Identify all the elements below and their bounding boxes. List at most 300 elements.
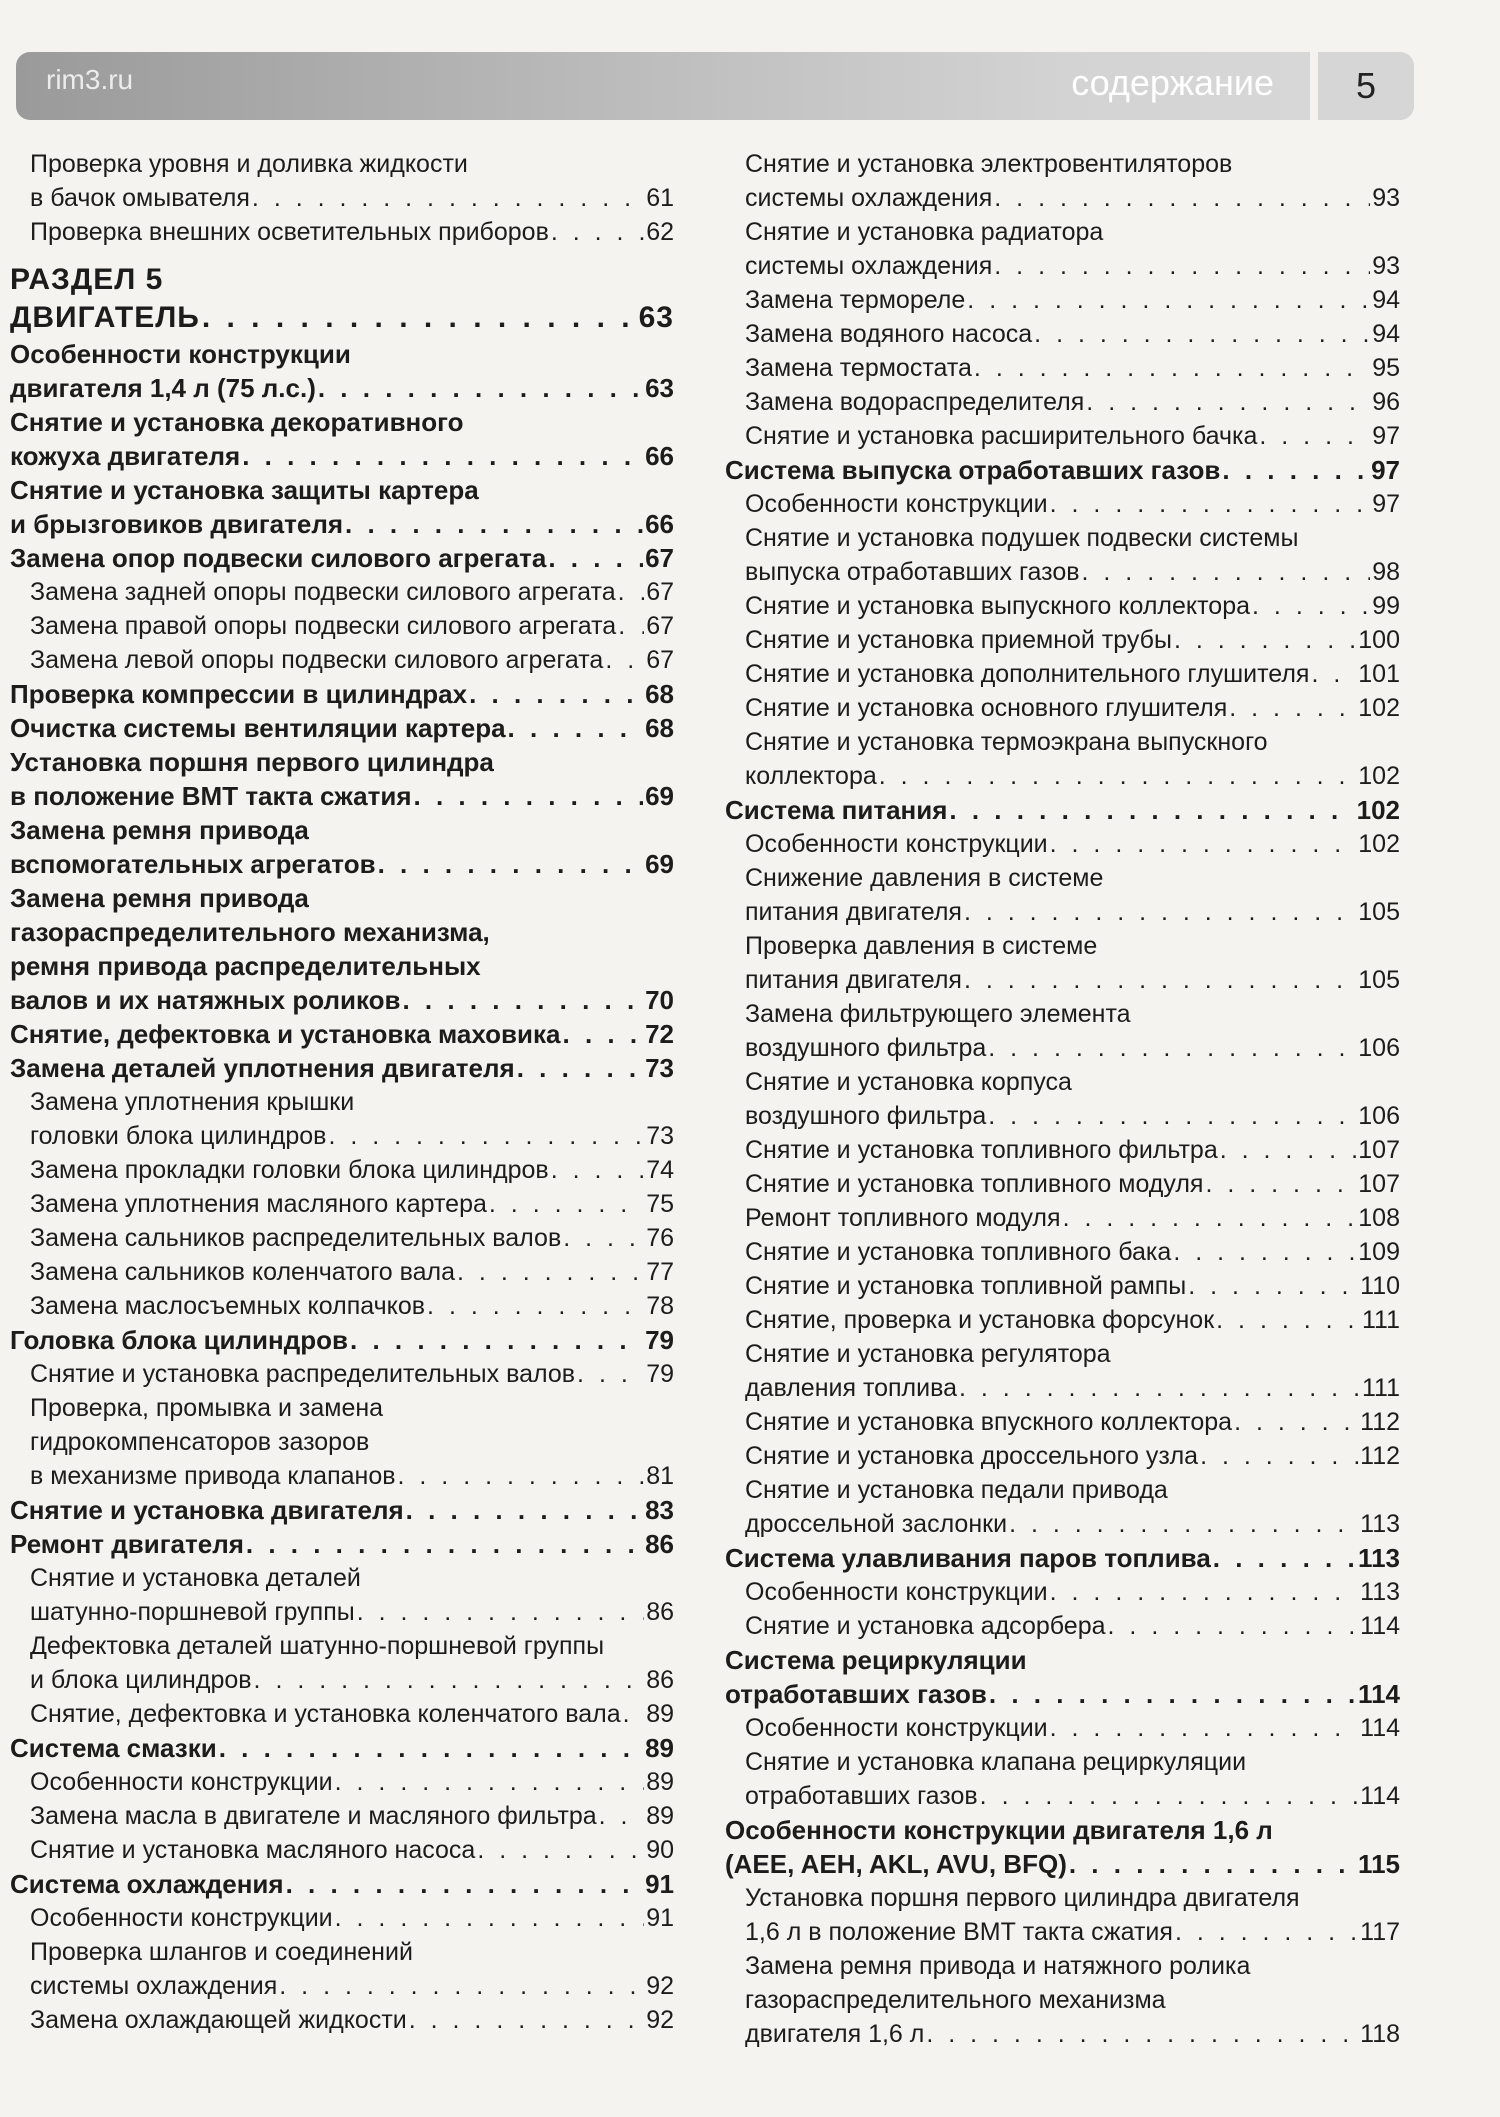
toc-entry-text: Особенности конструкции двигателя 1,6 л — [725, 1815, 1273, 1845]
toc-entry-heading — [725, 793, 1400, 827]
toc-entry-line — [10, 439, 674, 473]
toc-entry — [10, 1289, 674, 1323]
toc-page-number: 101 — [1358, 660, 1400, 688]
toc-page-number: 102 — [1356, 795, 1400, 825]
dot-leader — [1034, 317, 1370, 351]
dot-leader — [489, 1187, 644, 1221]
toc-page-number: 107 — [1358, 1170, 1400, 1198]
toc-entry — [725, 1881, 1400, 1949]
toc-entry-line — [10, 1017, 674, 1051]
toc-entry-text: Снятие и установка корпуса — [745, 1068, 1072, 1096]
toc-entry-line — [30, 215, 674, 249]
site-name: rim3.ru — [46, 64, 134, 95]
toc-entry-text: Замена левой опоры подвески силового агрегата — [30, 646, 604, 674]
toc-entry-line — [745, 657, 1400, 691]
toc-entry-line — [10, 745, 674, 779]
toc-entry — [725, 1201, 1400, 1235]
toc-entry-text: Снятие и установка масляного насоса — [30, 1836, 476, 1864]
dot-leader — [964, 895, 1356, 929]
toc-page-number: 66 — [645, 509, 674, 539]
toc-entry — [10, 1357, 674, 1391]
toc-entry-text: Система рециркуляции — [725, 1645, 1027, 1675]
toc-entry-text: Проверка давления в системе — [745, 932, 1098, 960]
toc-page-number: 94 — [1372, 286, 1400, 314]
dot-leader — [1229, 691, 1356, 725]
toc-entry-text: Снятие и установка расширительного бачка — [745, 422, 1258, 450]
toc-entry — [725, 929, 1400, 997]
dot-leader — [563, 1017, 644, 1051]
toc-entry-line — [745, 929, 1400, 963]
dot-leader — [879, 759, 1357, 793]
dot-leader — [1173, 1235, 1356, 1269]
toc-entry-text: Установка поршня первого цилиндра — [10, 747, 494, 777]
toc-entry-text: двигателя 1,6 л — [745, 2020, 925, 2048]
toc-entry — [10, 215, 674, 249]
toc-entry-line — [725, 1677, 1400, 1711]
dot-leader — [254, 1663, 645, 1697]
toc-entry-heading — [725, 1541, 1400, 1575]
toc-entry-line — [30, 1425, 674, 1459]
toc-entry-line — [30, 1935, 674, 1969]
toc-entry-text: Ремонт топливного модуля — [745, 1204, 1061, 1232]
toc-entry — [725, 1235, 1400, 1269]
toc-entry-text: системы охлаждения — [30, 1972, 278, 2000]
toc-entry — [725, 317, 1400, 351]
toc-entry-line — [745, 691, 1400, 725]
toc-entry-line — [725, 1541, 1400, 1575]
toc-entry — [725, 691, 1400, 725]
toc-page-number: 106 — [1358, 1102, 1400, 1130]
toc-entry-text: Снятие и установка радиатора — [745, 218, 1104, 246]
toc-entry-line — [745, 589, 1400, 623]
toc-entry-text: Снятие и установка термоэкрана выпускного — [745, 728, 1268, 756]
dot-leader — [1188, 1269, 1358, 1303]
toc-entry-line — [745, 1507, 1400, 1541]
toc-entry — [10, 1833, 674, 1867]
toc-entry-line — [745, 487, 1400, 521]
toc-entry-line — [30, 1833, 674, 1867]
toc-page-number: 93 — [1372, 252, 1400, 280]
toc-entry-text: питания двигателя — [745, 898, 962, 926]
toc-entry-text: Система выпуска отработавших газов — [725, 455, 1221, 485]
toc-entry-line — [745, 1337, 1400, 1371]
toc-entry-text: в механизме привода клапанов — [30, 1462, 396, 1490]
toc-entry-heading — [725, 1813, 1400, 1881]
toc-entry — [725, 1133, 1400, 1167]
toc-entry-heading — [10, 337, 674, 405]
toc-page-number: 91 — [646, 1904, 674, 1932]
toc-entry-text: Снятие и установка дополнительного глушителя — [745, 660, 1310, 688]
toc-entry-heading — [10, 405, 674, 473]
toc-entry-line — [745, 1201, 1400, 1235]
toc-page-number: 89 — [646, 1768, 674, 1796]
toc-entry-line — [10, 1493, 674, 1527]
toc-page-number: 111 — [1361, 1306, 1400, 1334]
toc-page-number: 95 — [1372, 354, 1400, 382]
toc-entry-heading — [10, 711, 674, 745]
toc-entry-line — [30, 1221, 674, 1255]
dot-leader — [286, 1867, 644, 1901]
dot-leader — [477, 1833, 644, 1867]
toc-entry-text: Замена водяного насоса — [745, 320, 1033, 348]
toc-page-number: 118 — [1360, 2020, 1400, 2048]
toc-entry-text: Снятие, дефектовка и установка маховика — [10, 1019, 561, 1049]
toc-entry-line — [10, 541, 674, 575]
toc-entry-text: Снятие и установка выпускного коллектора — [745, 592, 1251, 620]
toc-entry-line — [30, 1459, 674, 1493]
toc-entry — [10, 1901, 674, 1935]
toc-entry — [10, 1255, 674, 1289]
dot-leader — [949, 793, 1354, 827]
toc-entry-text: Замена опор подвески силового агрегата — [10, 543, 547, 573]
toc-page-number: 79 — [645, 1325, 674, 1355]
toc-entry-text: Очистка системы вентиляции картера — [10, 713, 506, 743]
toc-entry-line — [30, 1561, 674, 1595]
toc-entry-text: Замена фильтрующего элемента — [745, 1000, 1131, 1028]
toc-entry-line — [745, 1609, 1400, 1643]
toc-entry-text: в положение ВМТ такта сжатия — [10, 781, 412, 811]
toc-entry-text: Проверка уровня и доливка жидкости — [30, 150, 468, 178]
toc-entry-text: Замена водораспределителя — [745, 388, 1085, 416]
toc-entry — [725, 1745, 1400, 1813]
toc-entry-heading — [10, 745, 674, 813]
toc-column-right — [725, 147, 1400, 2051]
toc-entry-text: Снятие и установка топливного бака — [745, 1238, 1172, 1266]
toc-entry — [725, 827, 1400, 861]
toc-page-number: 102 — [1358, 830, 1400, 858]
toc-entry-line — [10, 1527, 674, 1561]
toc-page-number: 97 — [1372, 422, 1400, 450]
toc-entry-text: питания двигателя — [745, 966, 962, 994]
toc-entry-line — [745, 181, 1400, 215]
toc-page-number: 79 — [646, 1360, 674, 1388]
toc-page-number: 107 — [1358, 1136, 1400, 1164]
toc-page-number: 81 — [646, 1462, 674, 1490]
toc-entry-text: ремня привода распределительных — [10, 951, 481, 981]
toc-entry-heading — [10, 881, 674, 1017]
toc-entry-line — [10, 337, 674, 371]
dot-leader — [1259, 419, 1370, 453]
toc-page-number: 112 — [1360, 1408, 1400, 1436]
dot-leader — [246, 1527, 643, 1561]
toc-entry-heading — [10, 1051, 674, 1085]
toc-entry-text: Система улавливания паров топлива — [725, 1543, 1211, 1573]
toc-entry-text: Снятие и установка регулятора — [745, 1340, 1111, 1368]
toc-page-number: 61 — [646, 184, 674, 212]
dot-leader — [974, 351, 1370, 385]
toc-entry-text: Особенности конструкции — [745, 830, 1048, 858]
toc-entry-text: Особенности конструкции — [745, 1714, 1048, 1742]
toc-entry-line — [745, 963, 1400, 997]
toc-page-number: 99 — [1372, 592, 1400, 620]
dot-leader — [1222, 453, 1369, 487]
toc-entry-heading — [10, 1017, 674, 1051]
toc-page-number: 114 — [1360, 1612, 1400, 1640]
toc-entry — [725, 1167, 1400, 1201]
toc-column-left — [10, 147, 674, 2037]
dot-leader — [1063, 1201, 1357, 1235]
toc-entry-text: шатунно-поршневой группы — [30, 1598, 355, 1626]
toc-entry-text: вспомогательных агрегатов — [10, 849, 376, 879]
dot-leader — [1311, 657, 1356, 691]
toc-entry-text: Особенности конструкции — [745, 490, 1048, 518]
dot-leader — [989, 1677, 1356, 1711]
toc-entry — [725, 521, 1400, 589]
toc-page-number: 114 — [1358, 1679, 1400, 1709]
toc-entry-line — [30, 1187, 674, 1221]
toc-page-number: 97 — [1371, 455, 1400, 485]
toc-page-number: 98 — [1372, 558, 1400, 586]
dot-leader — [357, 1595, 644, 1629]
toc-entry-line — [30, 1595, 674, 1629]
toc-entry-text: Система смазки — [10, 1733, 217, 1763]
toc-entry-text: Особенности конструкции — [10, 339, 351, 369]
toc-entry — [725, 657, 1400, 691]
toc-page-number: 100 — [1358, 626, 1400, 654]
toc-entry-line — [30, 1153, 674, 1187]
page-header — [16, 52, 1414, 120]
toc-page-number: 111 — [1361, 1374, 1400, 1402]
toc-entry-text: Замена термостата — [745, 354, 972, 382]
dot-leader — [994, 181, 1370, 215]
toc-page-number: 73 — [645, 1053, 674, 1083]
toc-entry-text: 1,6 л в положение ВМТ такта сжатия — [745, 1918, 1173, 1946]
toc-entry-text: коллектора — [745, 762, 877, 790]
dot-leader — [563, 1221, 644, 1255]
toc-page-number: 62 — [646, 218, 674, 246]
toc-page-number: 92 — [646, 2006, 674, 2034]
dot-leader — [328, 1119, 644, 1153]
toc-entry — [725, 1337, 1400, 1405]
toc-entry-line — [30, 1391, 674, 1425]
dot-leader — [618, 609, 644, 643]
toc-entry-line — [10, 915, 674, 949]
dot-leader — [1050, 1711, 1359, 1745]
toc-page-number: 75 — [646, 1190, 674, 1218]
toc-entry-text: системы охлаждения — [745, 184, 993, 212]
dot-leader — [1050, 1575, 1359, 1609]
toc-entry-text: системы охлаждения — [745, 252, 993, 280]
toc-page-number: 102 — [1358, 694, 1400, 722]
toc-entry-text: Замена прокладки головки блока цилиндров — [30, 1156, 549, 1184]
toc-entry-line — [10, 847, 674, 881]
toc-entry-line — [745, 1099, 1400, 1133]
dot-leader — [618, 575, 645, 609]
toc-entry — [725, 997, 1400, 1065]
dot-leader — [980, 1779, 1358, 1813]
toc-entry-text: Замена терморелe — [745, 286, 966, 314]
toc-entry — [10, 147, 674, 215]
toc-entry-line — [745, 419, 1400, 453]
toc-entry — [725, 725, 1400, 793]
dot-leader — [1050, 827, 1357, 861]
toc-entry-text: Проверка компрессии в цилиндрах — [10, 679, 468, 709]
toc-entry-heading — [10, 1323, 674, 1357]
dot-leader — [1200, 1439, 1358, 1473]
toc-entry — [10, 1765, 674, 1799]
toc-entry-text: валов и их натяжных роликов — [10, 985, 401, 1015]
dot-leader — [1009, 1507, 1358, 1541]
toc-entry-line — [10, 299, 674, 337]
toc-page-number: 68 — [645, 679, 674, 709]
toc-entry — [725, 623, 1400, 657]
toc-entry — [10, 1221, 674, 1255]
toc-entry-line — [745, 1133, 1400, 1167]
toc-entry — [725, 283, 1400, 317]
toc-entry-line — [30, 1289, 674, 1323]
toc-entry-line — [745, 1915, 1400, 1949]
toc-page-number: 113 — [1360, 1578, 1400, 1606]
toc-entry-text: Проверка шлангов и соединений — [30, 1938, 413, 1966]
toc-entry-text: Снятие и установка топливного фильтра — [745, 1136, 1218, 1164]
toc-entry-line — [10, 371, 674, 405]
toc-entry-text: Снятие и установка приемной трубы — [745, 626, 1172, 654]
toc-entry-text: Снятие и установка топливной рампы — [745, 1272, 1187, 1300]
toc-entry-text: Головка блока цилиндров — [10, 1325, 348, 1355]
toc-entry-line — [30, 575, 674, 609]
toc-entry-line — [745, 861, 1400, 895]
toc-entry-line — [745, 1065, 1400, 1099]
toc-page-number: 93 — [1372, 184, 1400, 212]
dot-leader — [402, 983, 643, 1017]
toc-entry-line — [745, 215, 1400, 249]
dot-leader — [335, 1765, 645, 1799]
toc-entry-line — [10, 1051, 674, 1085]
toc-entry — [10, 1187, 674, 1221]
toc-entry-text: и брызговиков двигателя — [10, 509, 344, 539]
toc-entry-text: Снятие и установка педали привода — [745, 1476, 1168, 1504]
toc-entry-line — [10, 881, 674, 915]
toc-entry-line — [10, 405, 674, 439]
toc-entry — [725, 1473, 1400, 1541]
toc-entry — [10, 643, 674, 677]
dot-leader — [335, 1901, 645, 1935]
toc-entry-text: дроссельной заслонки — [745, 1510, 1008, 1538]
dot-leader — [1252, 589, 1370, 623]
dot-leader — [1234, 1405, 1358, 1439]
dot-leader — [517, 1051, 643, 1085]
toc-entry-text: Снятие и установка адсорбера — [745, 1612, 1106, 1640]
dot-leader — [994, 249, 1370, 283]
toc-entry-text: кожуха двигателя — [10, 441, 241, 471]
toc-entry-line — [745, 317, 1400, 351]
toc-page-number: 66 — [645, 441, 674, 471]
toc-entry-line — [10, 1323, 674, 1357]
toc-entry-text: Замена уплотнения масляного картера — [30, 1190, 487, 1218]
toc-entry-text: Снятие, дефектовка и установка коленчатого вала — [30, 1700, 621, 1728]
dot-leader — [202, 299, 637, 337]
toc-page-number: 76 — [646, 1224, 674, 1252]
toc-entry-text: Снятие и установка впускного коллектора — [745, 1408, 1233, 1436]
toc-page-number: 94 — [1372, 320, 1400, 348]
toc-entry — [725, 1711, 1400, 1745]
toc-page-number: 108 — [1358, 1204, 1400, 1232]
toc-entry-line — [10, 261, 674, 299]
toc-entry-line — [30, 1765, 674, 1799]
toc-entry — [725, 1405, 1400, 1439]
toc-entry-text: двигателя 1,4 л (75 л.с.) — [10, 373, 316, 403]
toc-page-number: 73 — [646, 1122, 674, 1150]
toc-entry-text: Система охлаждения — [10, 1869, 284, 1899]
toc-page-number: 110 — [1360, 1272, 1400, 1300]
toc-page-number: 89 — [646, 1700, 674, 1728]
toc-entry-heading — [10, 1731, 674, 1765]
toc-entry-line — [30, 1663, 674, 1697]
toc-entry-line — [745, 997, 1400, 1031]
dot-leader — [414, 779, 644, 813]
toc-entry-line — [745, 1575, 1400, 1609]
toc-entry — [725, 861, 1400, 929]
toc-page-number: 86 — [645, 1529, 674, 1559]
toc-entry-text: Замена ремня привода и натяжного ролика — [745, 1952, 1251, 1980]
toc-entry-line — [725, 1813, 1400, 1847]
toc-entry — [10, 1085, 674, 1153]
toc-page-number: 67 — [646, 578, 674, 606]
toc-entry-line — [745, 1371, 1400, 1405]
toc-page-number: 105 — [1358, 898, 1400, 926]
dot-leader — [1082, 555, 1371, 589]
toc-entry-line — [10, 1731, 674, 1765]
toc-entry-heading — [10, 677, 674, 711]
toc-entry-text: Замена задней опоры подвески силового агрегата — [30, 578, 616, 606]
toc-page-number: 112 — [1360, 1442, 1400, 1470]
toc-entry-text: отработавших газов — [725, 1679, 987, 1709]
toc-entry-line — [10, 949, 674, 983]
toc-entry-line — [725, 453, 1400, 487]
dot-leader — [427, 1289, 644, 1323]
toc-entry-text: Замена сальников распределительных валов — [30, 1224, 562, 1252]
toc-page-number: 96 — [1372, 388, 1400, 416]
toc-entry-line — [30, 1357, 674, 1391]
toc-page-number: 89 — [646, 1802, 674, 1830]
toc-page-number: 63 — [638, 301, 674, 334]
toc-entry-text: Снятие и установка электровентиляторов — [745, 150, 1233, 178]
toc-entry-line — [10, 473, 674, 507]
toc-page-number: 68 — [645, 713, 674, 743]
dot-leader — [279, 1969, 644, 2003]
toc-entry-line — [745, 1269, 1400, 1303]
dot-leader — [599, 1799, 645, 1833]
toc-entry-text: давления топлива — [745, 1374, 958, 1402]
toc-page-number: 114 — [1360, 1782, 1400, 1810]
dot-leader — [548, 541, 643, 575]
toc-entry-line — [725, 1643, 1400, 1677]
toc-entry-text: Снятие и установка подушек подвески системы — [745, 524, 1299, 552]
dot-leader — [967, 283, 1370, 317]
toc-entry-line — [10, 813, 674, 847]
toc-entry-line — [745, 759, 1400, 793]
toc-entry-text: Снятие и установка деталей — [30, 1564, 361, 1592]
toc-page-number: 90 — [646, 1836, 674, 1864]
dot-leader — [1213, 1541, 1356, 1575]
toc-entry-line — [30, 1085, 674, 1119]
toc-entry-heading — [10, 813, 674, 881]
dot-leader — [398, 1459, 645, 1493]
toc-entry-line — [725, 1847, 1400, 1881]
toc-entry-line — [10, 677, 674, 711]
toc-entry — [10, 1935, 674, 2003]
toc-entry-line — [745, 249, 1400, 283]
toc-entry-line — [745, 725, 1400, 759]
toc-entry-text: Снижение давления в системе — [745, 864, 1104, 892]
toc-page-number: 91 — [645, 1869, 674, 1899]
toc-entry — [10, 1799, 674, 1833]
toc-entry — [725, 487, 1400, 521]
dot-leader — [350, 1323, 643, 1357]
toc-entry-text: отработавших газов — [745, 1782, 978, 1810]
toc-page-number: 63 — [645, 373, 674, 403]
toc-page-number: 69 — [645, 781, 674, 811]
